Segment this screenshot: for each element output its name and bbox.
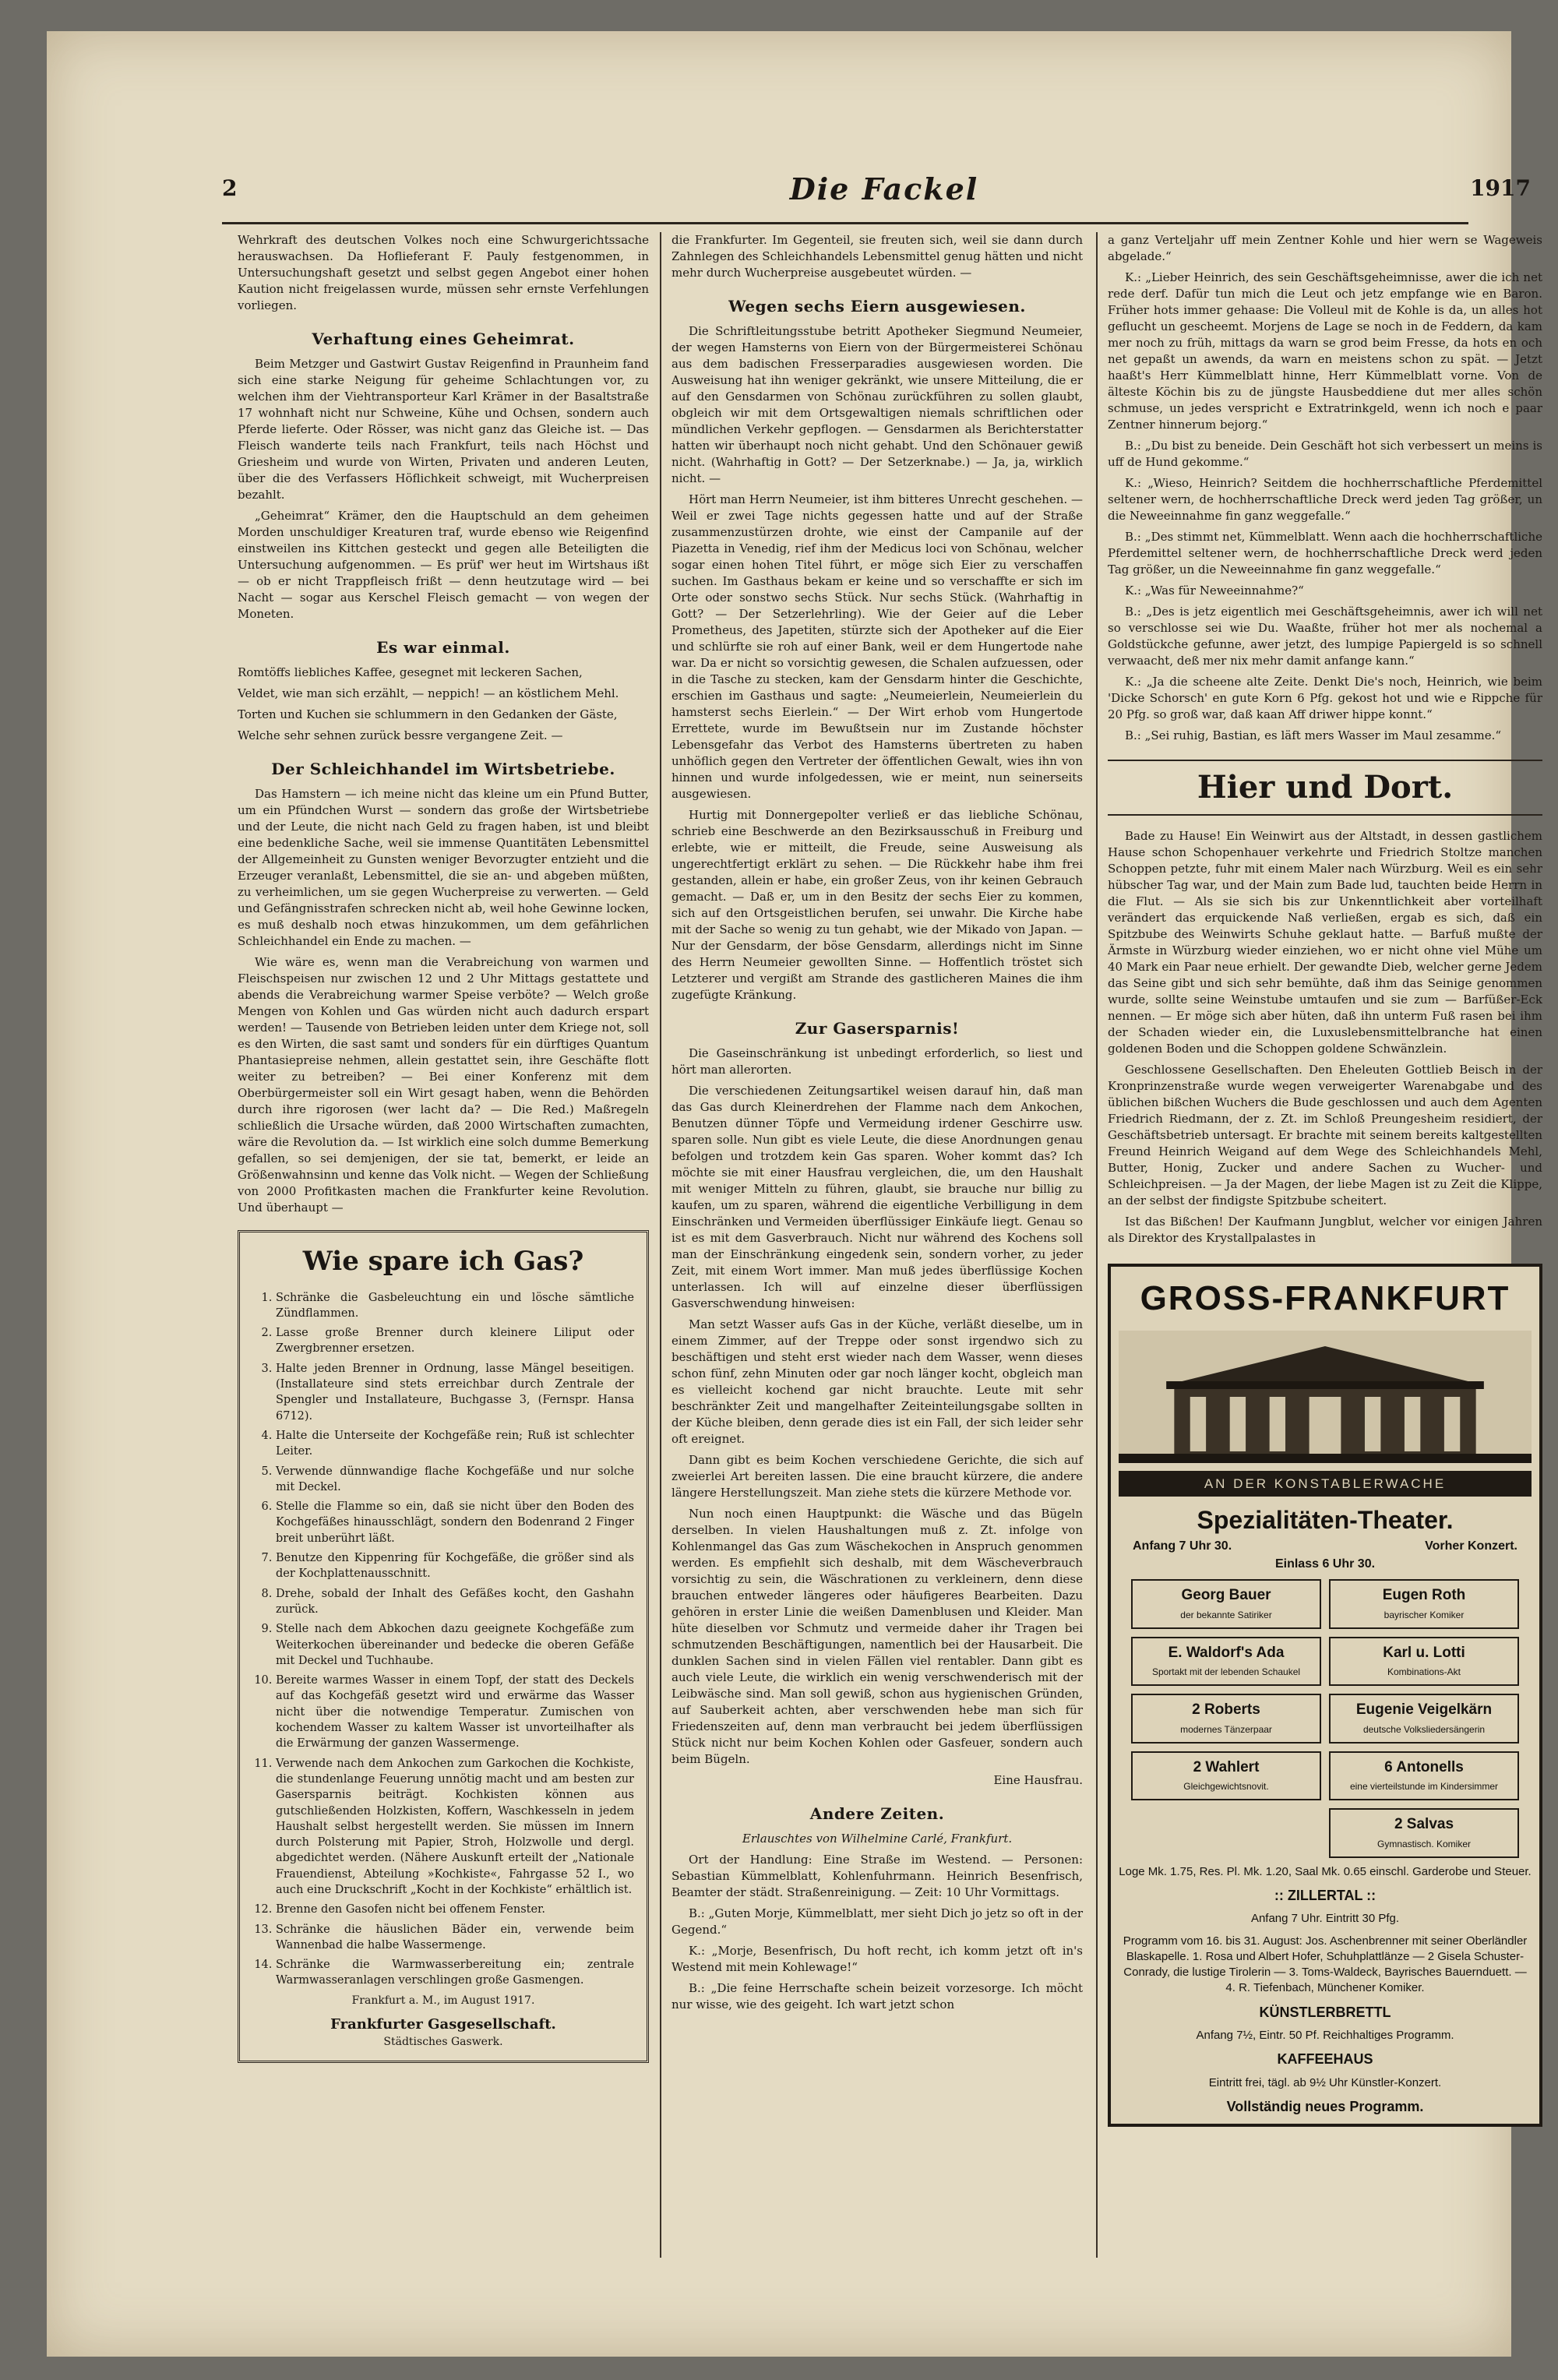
act-name: 6 Antonells xyxy=(1384,1758,1464,1775)
section-title: Zur Gasersparnis! xyxy=(795,1019,960,1038)
act-desc: eine vierteilstunde im Kindersimmer xyxy=(1349,1781,1499,1793)
list-item: 10. Bereite warmes Wasser in einem Topf, der statt des Deckels auf das Kochgefäß gesetzt wird und erwärme das Wasser nicht über die notwendige Temperatur. Zumischen von kochendem Wasser zu kaltem Wasser ist unvorteilhafter als die Erwärmung der ganzen Wassermenge. xyxy=(276,1673,634,1751)
paragraph: Hört man Herrn Neumeier, ist ihm bitteres Unrecht geschehen. — Weil er zwei Tage nichts gegessen hatte und auf der Straße zusammenzustürzen drohte, wie einst der Campanile auf der Piazetta in Venedig, rief ihm der Medicus loci von Schönau, welcher sogar einen hohen Titel führt, er möge sich Eier zu verschaffen suchen. Im Gasthaus bekam er keine und so verschaffte er sich im Orte oder sonstwo sechs Stück. Nur sechs Stück. (Wahrhaftig in Gott? — Der Setzerlehrling). Wie der Geier auf die Leber Prometheus, des Japetiten, stürzte sich der Apotheker auf die Eier und schlürfte sie roh auf einer Bank, weil er dem Hungertode nahe war. Da er nicht so vorsichtig gewesen, die Schalen aufzuessen, oder in die Tasche zu stecken, kam der Gensdarm hinter die Geschichte, erschien im Gasthaus und sagte: „Neumeierlein, Neumeierlein du hamsterst sechs Eierlein.“ — Der Wirt erhob vom Hungertode Errettete, wurde im Bewußtsein nur im Zustande höchster Lebensgefahr das Verbot des Hamsterns übertreten zu haben unhöflich gegen den Vertreter der öffentlichen Gewalt, wies ihn von hinnen und wurde infolgedessen, wie er meint, nun seinerseits ausgewiesen. xyxy=(671,492,1083,801)
paragraph: die Frankfurter. Im Gegenteil, sie freuten sich, weil sie dann durch Zahnlegen des Schleichhandels Lebensmittel genug hätten und nicht mehr durch Wucherpreise ausgebeutet würden. — xyxy=(671,233,1083,280)
paragraph: Die Gaseinschränkung ist unbedingt erforderlich, so liest und hört man allerorten. xyxy=(671,1046,1083,1077)
section-banner: Hier und Dort. xyxy=(1108,760,1542,816)
paragraph: a ganz Verteljahr uff mein Zentner Kohle und hier wern se Wageweis abgelade.“ xyxy=(1108,233,1542,263)
zillertal-heading xyxy=(1119,1886,1532,1905)
paragraph: Bade zu Hause! Ein Weinwirt aus der Altstadt, in dessen gastlichem Hause schon Schopenhauer verkehrte und Friedrich Stoltze manchen Schoppen petzte, fuhr mit einem Maler nach Würzburg. Weil es ein sehr hübscher Tag war, und der Main zum Bade lud, tauchten beide Herrn in die Flut. — Als sie sich bis zur Unkenntlichkeit aber vorteilhaft verändert das erquickende Naß verließen, ergab es sich, daß ein Spitzbube des Weinwirts Schuhe geklaut hatte. — Barfuß mußte der Ärmste in Würzburg wieder einziehen, wo er nicht ohne viel Mühe um 40 Mark ein Paar neue erhielt. Der gewandte Dieb, welcher gerne Jedem das Seine gibt und sich sehr bemühte, daß ihm das Seinige genommen wurde, sollte seine Weinstube umtaufen und sie zum — Barfüßer-Eck nennen. — Er möge sich aber hüten, daß ihn unterm Fuß rasen bei ihm der Schaden wieder ein, die Luxuslebensmittelbranche hat einen goldenen Boden und die Schoppen goldene Schwänzlein. xyxy=(1108,829,1542,1056)
act-card xyxy=(1131,1579,1321,1629)
section-title: Wegen sechs Eiern ausgewiesen. xyxy=(728,297,1026,316)
act-name: 2 Wahlert xyxy=(1193,1758,1260,1775)
brettl-heading xyxy=(1119,2003,1532,2022)
paragraph: Das Hamstern — ich meine nicht das kleine um ein Pfund Butter, um ein Pfündchen Wurst — sondern das große der Wirtsbetriebe und der Leute, die nicht nach Geld zu fragen haben, ist und bleibt eine bedenkliche Sache, weil sie immense Quantitäten Lebensmittel der Allgemeinheit zu Gunsten weniger Bevorzugter entzieht und die Erzeuger veranlaßt, Lebensmittel, die sie an- und abgeben müßten, zu verheimlichen, um sie gegen Wucherpreise zu verwerten. — Geld und Gefängnisstrafen schrecken nicht ab, weil hohe Gewinne locken, es muß deshalb noch etwas hinzukommen, um dem gefährlichen Schleichhandel ein Ende zu machen. — xyxy=(238,787,649,948)
paragraph: Wie wäre es, wenn man die Verabreichung von warmen und Fleischspeisen nur zwischen 12 und 2 Uhr Mittags gestattete und abends die Verabreichung warmer Speise verböte? — Welch große Mengen von Kohlen und Gas würden nicht auch dadurch erspart werden! — Tausende von Betrieben leiden unter dem Kriege not, soll es den Wirten, die sast samt und sonders für ein dürftiges Quantum Phantasiepreise nehmen, allein gestattet sein, ihre Geschäfte flott weiter zu betreiben? — Bei einer Konferenz mit dem Oberbürgermeister soll ein Wirt gesagt haben, wenn die Behörden durch ihre rigorosen (wer lacht da? — Die Red.) Maßregeln schließlich die Ursache würden, daß 2000 Wirtschaften zumachten, wäre die Revolution da. — Ist wirklich eine solch dumme Bemerkung gefallen, so sei demjenigen, der sie tat, bemerkt, er leide an Größenwahnsinn und kenne das Volk nicht. — Wegen der Schließung von 2000 Profitkasten machen die Frankfurter keine Revolution. Und überhaupt — xyxy=(238,955,649,1215)
act-desc: deutsche Volksliedersängerin xyxy=(1362,1723,1486,1735)
zillertal-hours: Anfang 7 Uhr. Eintritt 30 Pfg. xyxy=(1250,1912,1400,1926)
act-name: Georg Bauer xyxy=(1181,1586,1271,1603)
kaffee-text: Eintritt frei, tägl. ab 9½ Uhr Künstler-Konzert. xyxy=(1208,2075,1442,2089)
paragraph: Wehrkraft des deutschen Volkes noch eine Schwurgerichtssache herauswachsen. Da Hoflieferant F. Pauly festgenommen, in Untersuchungshaft gesetzt und selbst gegen Angebot einer hohen Kaution nicht freigelassen wurde, müssen sehr ernste Verfehlungen vorliegen. xyxy=(238,233,649,312)
brettl-text: Anfang 7½, Eintr. 50 Pf. Reichhaltiges Programm. xyxy=(1196,2029,1454,2043)
paragraph: B.: „Guten Morje, Kümmelblatt, mer sieht Dich jo jetz so oft in der Gegend.“ xyxy=(671,1906,1083,1937)
act-spacer xyxy=(1131,1808,1321,1858)
ad-times xyxy=(1119,1538,1532,1555)
signature: Eine Hausfrau. xyxy=(993,1773,1083,1787)
section-title: Es war einmal. xyxy=(376,638,510,657)
act-name: 2 Salvas xyxy=(1394,1816,1454,1833)
ad-banner: AN DER KONSTABLERWACHE xyxy=(1119,1471,1532,1497)
year: 1917 xyxy=(1470,175,1531,201)
paragraph: Hurtig mit Donnergepolter verließ er das liebliche Schönau, schrieb eine Beschwerde an den Bezirksausschuß in Freiburg und erlebte, wie er mitteilt, die Freude, seine Ausweisung als ungerechtfertigt erklärt zu sehen. — Die Rückkehr habe ihm frei gestanden, allein er habe, ein großer Zeus, von ihr keinen Gebrauch gemacht. — Daß er, um in den Besitz der sechs Eier zu kommen, sich auf den Ortsgeistlichen berufen, sei unwahr. Die Kirche habe mit der Sache so wenig zu tun gehabt, wie der Mikado von Japan. — Nur der Gensdarm, der böse Gensdarm, allerdings nicht im Sinne des Herrn Neumeier gewollten Sinne. — Hoffentlich tröstet sich Letzterer und vergißt am Strande des gastlicheren Maines die ihm zugefügte Kränkung. xyxy=(671,808,1083,1002)
act-card xyxy=(1329,1637,1519,1687)
paragraph: Ort der Handlung: Eine Straße im Westend. — Personen: Sebastian Kümmelblatt, Kohlenfuhrmann. Heinrich Besenfrisch, Beamter der städt. Straßenreinigung. — Zeit: 10 Uhr Vormittags. xyxy=(671,1853,1083,1899)
list-item: 1. Schränke die Gasbeleuchtung ein und lösche sämtliche Zündflammen. xyxy=(276,1290,634,1322)
act-desc: der bekannte Satiriker xyxy=(1180,1609,1272,1620)
column-2 xyxy=(671,232,1083,2018)
newspaper-page xyxy=(47,31,1542,2357)
paragraph: Man setzt Wasser aufs Gas in der Küche, verläßt dieselbe, um in einem Zimmer, auf der Treppe oder sonst irgendwo sich zu beschäftigen und steht erst wieder nach dem Wasser, wenn dieses schon fünf, zehn Minuten oder gar noch länger kocht, obgleich man es vielleicht kochend gar nicht brauchte. Leute mit sehr beschränkter Zeit und mangelhafter Zeiteinteilungsgabe sollten in der Küche bleiben, denn gerade dies ist ein Fall, der sich leider sehr oft ereignet. xyxy=(671,1317,1083,1446)
list-item: 6. Stelle die Flamme so ein, daß sie nicht über den Boden des Kochgefäßes hinausschlägt, sondern den Bodenrand 2 Finger breit unberührt läßt. xyxy=(276,1499,634,1546)
ad-start: Anfang 7 Uhr 30. xyxy=(1133,1539,1232,1553)
list-item: 7. Benutze den Kippenring für Kochgefäße, die größer sind als der Kochplattenausschnitt. xyxy=(276,1550,634,1582)
poem-line: Torten und Kuchen sie schlummern in den Gedanken der Gäste, xyxy=(238,707,618,721)
list-item: 12. Brenne den Gasofen nicht bei offenem Fenster. xyxy=(276,1902,634,1917)
column-rule-2 xyxy=(1096,232,1098,2258)
paragraph: Beim Metzger und Gastwirt Gustav Reigenfind in Praunheim fand sich eine starke Neigung für geheime Schlachtungen vor, zu welchen ihm der Viehtransporteur Karl Krämer in der Basaltstraße 17 wohnhaft nicht nur Schweine, Kühe und Ochsen, sondern auch Pferde lieferte. Oder Rösser, was nicht ganz das Gleiche ist. — Das Fleisch wanderte teils nach Frankfurt, teils nach Höchst und Griesheim und wurde von Wirten, Privaten und anderen Leuten, über die des Verfassers Höflichkeit schweigt, mit Wucherpreisen bezahlt. xyxy=(238,357,649,502)
ad-preconcert: Vorher Konzert. xyxy=(1425,1539,1517,1553)
gas-saving-notice xyxy=(238,1230,649,2063)
act-card xyxy=(1329,1808,1519,1858)
dialog-line: B.: „Des is jetz eigentlich mei Geschäftsgeheimnis, awer ich will net so verschlosse sei wie Du. Waaßte, früher hot mer als nochemal a Goldstückche gefunne, awer jetzt, des lumpige Papiergeld is so schnell verwaacht, deß mer nix mehr damit anfange kann.“ xyxy=(1108,605,1542,668)
act-card xyxy=(1329,1694,1519,1744)
ad-title: GROSS-FRANKFURT xyxy=(1140,1279,1510,1317)
list-item: 5. Verwende dünnwandige flache Kochgefäße und nur solche mit Deckel. xyxy=(276,1464,634,1496)
act-name: E. Waldorf's Ada xyxy=(1168,1644,1285,1661)
header-rule xyxy=(222,222,1468,224)
dialog-line: B.: „Du bist zu beneide. Dein Geschäft hot sich verbessert un meins is uff de Hund gekomme.“ xyxy=(1108,439,1542,469)
act-card xyxy=(1329,1751,1519,1801)
masthead: Die Fackel xyxy=(789,171,979,206)
page-number: 2 xyxy=(222,175,238,201)
poem-line: Romtöffs liebliches Kaffee, gesegnet mit leckeren Sachen, xyxy=(238,665,583,679)
act-card xyxy=(1131,1637,1321,1687)
act-desc: modernes Tänzerpaar xyxy=(1180,1723,1272,1735)
zillertal-title: :: ZILLERTAL :: xyxy=(1274,1888,1376,1904)
running-head xyxy=(222,167,1546,222)
theater-building-illustration xyxy=(1119,1331,1532,1463)
act-desc: Gymnastisch. Komiker xyxy=(1376,1838,1472,1849)
act-card xyxy=(1329,1579,1519,1629)
poem-line: Welche sehr sehnen zurück bessre vergangene Zeit. — xyxy=(238,728,563,742)
theater-advertisement xyxy=(1108,1264,1542,2127)
zillertal-program: Programm vom 16. bis 31. August: Jos. Aschenbrenner mit seiner Oberländler Blaskapelle. 1. Rosa und Albert Hofer, Schuhplattlänze — 2 Gisela Schuster-Conrady, die lustige Tirolerin — 3. Toms-Waldeck, Bayrisches Bauernduett. — 4. R. Tiefenbach, Münchener Komiker. xyxy=(1123,1934,1528,1995)
paragraph: K.: „Morje, Besenfrisch, Du hoft recht, ich komm jetzt oft in's Westend mit mein Kohlewage!“ xyxy=(671,1944,1083,1974)
list-item: 2. Lasse große Brenner durch kleinere Liliput oder Zwergbrenner ersetzen. xyxy=(276,1325,634,1357)
act-desc: bayrischer Komiker xyxy=(1384,1609,1465,1620)
act-desc: Kombinations-Akt xyxy=(1387,1666,1461,1678)
act-card xyxy=(1131,1751,1321,1801)
dialog-line: B.: „Sei ruhig, Bastian, es läft mers Wasser im Maul zesamme.“ xyxy=(1125,728,1502,742)
brettl-title: KÜNSTLERBRETTL xyxy=(1259,2004,1391,2020)
kaffee-heading xyxy=(1119,2050,1532,2068)
list-item: 8. Drehe, sobald der Inhalt des Gefäßes kocht, den Gashahn zurück. xyxy=(276,1586,634,1618)
paragraph: „Geheimrat“ Krämer, den die Hauptschuld an dem geheimen Morden unschuldiger Kreaturen traf, wurde ebenso wie Reigenfind einstweilen ins Kittchen gesteckt und gegen alle Beteiligten die Untersuchung aufgenommen. — Es prüf' wer heut im Wirtshaus ißt — ob er nicht Trappfleisch frißt — denn heutzutage wird — bei Nacht — sogar aus Kerschel Fleisch gemacht — von wegen der Moneten. xyxy=(238,509,649,621)
kaffee-title: KAFFEEHAUS xyxy=(1277,2051,1373,2068)
act-card xyxy=(1131,1694,1321,1744)
ad-footer xyxy=(1119,2097,1532,2116)
paragraph: Nun noch einen Hauptpunkt: die Wäsche und das Bügeln derselben. In vielen Haushaltungen muß z. Zt. infolge von Kohlenmangel das Gas zum Wäschekochen in Anspruch genommen werden. Es empfiehlt sich deshalb, mit dem Wäscheverbrauch vorsichtig zu sein, die Wäschrationen zu verkleinern, denn diese brauchen entweder längeres oder häufigeres Bearbeiten. Dazu gehören in erster Linie die weißen Damenblusen und Kleider. Man hüte dieselben vor Schmutz und vermeide daher ihr Tragen bei schmutzenden Beschäftigungen, namentlich bei der Hausarbeit. Die dunklen Sachen sind in vielen Fällen viel rentabler. Dann gibt es auch viele Leute, die wirklich ein wenig verschwenderisch mit der Leibwäsche sind. Man soll gewiß, schon aus hygienischen Gründen, auf Sauberkeit achten, aber verschwenden hebe man sich für Friedenszeiten auf, denn man verbraucht bei jedem überflüssigen Stück nicht nur beim Kochen Kohlen oder Gasfeuer, sondern auch beim Bügeln. xyxy=(671,1507,1083,1766)
act-grid xyxy=(1119,1579,1532,1858)
section-title: Andere Zeiten. xyxy=(809,1804,945,1823)
poem-line: Veldet, wie man sich erzählt, — neppich! — an köstlichem Mehl. xyxy=(238,686,619,700)
act-desc: Gleichgewichtsnovit. xyxy=(1183,1781,1269,1793)
column-1 xyxy=(238,232,649,2077)
dialog-line: K.: „Ja die scheene alte Zeite. Denkt Die's noch, Heinrich, wie beim 'Dicke Schorsch' en gute Korn 6 Pfg. gekost hot und wie e Rippche für 20 Pfg. so groß war, daß kaan Aff driwer hippe konnt.“ xyxy=(1108,675,1542,721)
list-item: 4. Halte die Unterseite der Kochgefäße rein; Ruß ist schlechter Leiter. xyxy=(276,1428,634,1460)
column-rule-1 xyxy=(660,232,661,2258)
ad-prices: Loge Mk. 1.75, Res. Pl. Mk. 1.20, Saal Mk. 0.65 einschl. Garderobe und Steuer. xyxy=(1119,1864,1532,1878)
act-desc: Sportakt mit der lebenden Schaukel xyxy=(1151,1666,1301,1678)
list-item: 3. Halte jeden Brenner in Ordnung, lasse Mängel beseitigen. (Installateure sind stets erreichbar durch Zentrale der Spengler und Installateure, Buchgasse 3, (Fernspr. Hansa 6712). xyxy=(276,1361,634,1424)
paragraph: Ist das Bißchen! Der Kaufmann Jungblut, welcher vor einigen Jahren als Direktor des Krystallpalastes in xyxy=(1108,1215,1542,1245)
dialog-line: K.: „Was für Neweeinnahme?“ xyxy=(1125,584,1304,598)
section-title: Verhaftung eines Geheimrat. xyxy=(312,330,575,348)
building-icon xyxy=(1119,1331,1532,1463)
act-name: Eugen Roth xyxy=(1382,1586,1466,1603)
act-name: Eugenie Veigelkärn xyxy=(1355,1701,1493,1719)
dialog-line: K.: „Wieso, Heinrich? Seitdem die hochherrschaftliche Pferdemittel seltener wern, de hochherrschaftliche Dreck werd jeden Tag größer, un die Neweeinnahme fin ganz weggefalle.“ xyxy=(1108,476,1542,523)
paragraph: B.: „Die feine Herrschafte schein beizeit vorzesorge. Ich möcht nur wisse, wie des geigeht. Ich wart jetzt schon xyxy=(671,1981,1083,2012)
ad-einlass: Einlass 6 Uhr 30. xyxy=(1274,1557,1376,1571)
notice-list xyxy=(252,1290,634,1989)
notice-organization: Frankfurter Gasgesellschaft. xyxy=(330,2016,556,2033)
ad-footer-text: Vollständig neues Programm. xyxy=(1226,2098,1424,2114)
dialog-line: B.: „Des stimmt net, Kümmelblatt. Wenn aach die hochherrschaftliche Pferdemittel seltener wern, de hochherrschaftliche Dreck werd jeden Tag größer, un die Neweeinnahme fin ganz weggefalle.“ xyxy=(1108,530,1542,576)
list-item: 11. Verwende nach dem Ankochen zum Garkochen die Kochkiste, die stundenlange Feuerung unnötig macht und am besten zur Gasersparnis beiträgt. Kochkisten können aus gutschließenden Holzkisten, Koffern, Waschkesseln in jedem Haushalt selbst hergestellt werden. Sie müssen im Innern durch Polsterung mit Papier, Stroh, Holzwolle und dergl. abgedichtet werden. (Nähere Auskunft erteilt der „Nationale Frauendienst, Abteilung »Kochkiste«, Fahrgasse 52 I., wo auch eine Druckschrift „Kocht in der Kochkiste“ erhältlich ist. xyxy=(276,1756,634,1899)
column-3 xyxy=(1108,232,1542,2127)
paragraph: Geschlossene Gesellschaften. Den Eheleuten Gottlieb Beisch in der Kronprinzenstraße wurde wegen verweigerter Warenabgabe und des üblichen bißchen Wuchers die Bude geschlossen und auch dem Agenten Friedrich Riedmann, der z. Zt. im Schloß Preungesheim residiert, der Geschäftsbetrieb untersagt. Er brachte mit seinem bereits kaltgestellten Freund Heinrich Weigand auf dem Wege des Schleichhandels Mehl, Butter, Honig, Zucker und andere Sachen zu Wucher- und Schleichpreisen. — Ja der Magen, der liebe Magen ist zu Zeit die Klippe, an der selbst der findigste Spitzbube scheitert. xyxy=(1108,1063,1542,1208)
notice-suborganization: Städtisches Gaswerk. xyxy=(383,2035,503,2048)
list-item: 13. Schränke die häuslichen Bäder ein, verwende beim Wannenbad die halbe Wassermenge. xyxy=(276,1922,634,1954)
ad-subtitle: Spezialitäten-Theater. xyxy=(1197,1506,1454,1535)
byline: Erlauschtes von Wilhelmine Carlé, Frankfurt. xyxy=(742,1832,1013,1846)
act-name: 2 Roberts xyxy=(1192,1701,1260,1719)
notice-title: Wie spare ich Gas? xyxy=(302,1246,584,1277)
list-item: 14. Schränke die Warmwasserbereitung ein; zentrale Warmwasseranlagen verschlingen große Gasmengen. xyxy=(276,1957,634,1989)
dialog-line: K.: „Lieber Heinrich, des sein Geschäftsgeheimnisse, awer die ich net rede derf. Dafür tun mich die Leut och jetz empfange wie en Baron. Früher hots immer gehaase: Die Volleul mit de Kohle is da, un alles hot geflucht un gescheemt. Morjens de Lage se noch in de Feddern, da kam mer noch zu früh, mittags da warn se grod beim Fresse, da hots en och net gepaßt un awends, da warn en meistens schon zu spät. — Jetzt haaßt's Herr Kümmelblatt hinne, Herr Kümmelblatt vorne. Von de älteste Köchin bis zu de jüngste Hausbeddiene dut mer alles schön schmuse, un jedes verspricht e Extratrinkgeld, wenn ich noch e paar Zentner hinnerum bejorg.“ xyxy=(1108,270,1542,432)
paragraph: Die verschiedenen Zeitungsartikel weisen darauf hin, daß man das Gas durch Kleinerdrehen der Flamme nach dem Ankochen, Benutzen dünner Töpfe und Vermeidung irdener Geschirre usw. sparen solle. Nun gibt es viele Leute, die diese Anordnungen genau befolgen und trotzdem kein Gas sparen. Woher kommt das? Ich möchte sie mit einer Hausfrau vergleichen, die, um den Haushalt mit weniger Mitteln zu führen, glaubt, sie brauche nur billig zu kaufen, um zu sparen, während die eigentliche Verbilligung in dem Einschränken und Vermeiden überflüssiger Einkäufe liegt. Genau so ist es mit dem Gasverbrauch. Nicht nur während des Kochens soll man der Einschränkung eingedenk sein, sondern vorher, zu jeder Zeit, mit einem Wort immer. Man muß jedes überflüssige Kochen unterlassen. Ich will auf einzelne dieser überflüssigen Gasverschwendung hinweisen: xyxy=(671,1084,1083,1310)
act-name: Karl u. Lotti xyxy=(1383,1644,1465,1661)
notice-date: Frankfurt a. M., im August 1917. xyxy=(351,1994,535,2007)
list-item: 9. Stelle nach dem Abkochen dazu geeignete Kochgefäße zum Weiterkochen übereinander und bedecke die oberen Gefäße mit Deckel und Tuchhaube. xyxy=(276,1621,634,1669)
paragraph: Die Schriftleitungsstube betritt Apotheker Siegmund Neumeier, der wegen Hamsterns von Eiern von der Bürgermeisterei Schönau aus dem badischen Fresserparadies ausgewiesen worden. Die Ausweisung hat ihn weniger gekränkt, wie unsere Mitteilung, die er auf den Gensdarmen von Schönau zurückführen zu sollen glaubt, obgleich wir mit dem Ortsgewaltigen niemals schriftlichen oder mündlichen Verkehr gepflogen. — Gensdarmen als Berichterstatter hatten wir überhaupt noch nicht gehabt. Und den Schönauer gewiß nicht. (Wahrhaftig in Gott? — Der Setzerknabe.) — Ja, ja, wirklich nicht. — xyxy=(671,324,1083,485)
section-title: Der Schleichhandel im Wirtsbetriebe. xyxy=(271,760,615,778)
paragraph: Dann gibt es beim Kochen verschiedene Gerichte, die sich auf zweierlei Art bereiten lassen. Die eine braucht kürzere, die andere längere Herstellungszeit. Man ziehe stets die kürzere Methode vor. xyxy=(671,1453,1083,1500)
